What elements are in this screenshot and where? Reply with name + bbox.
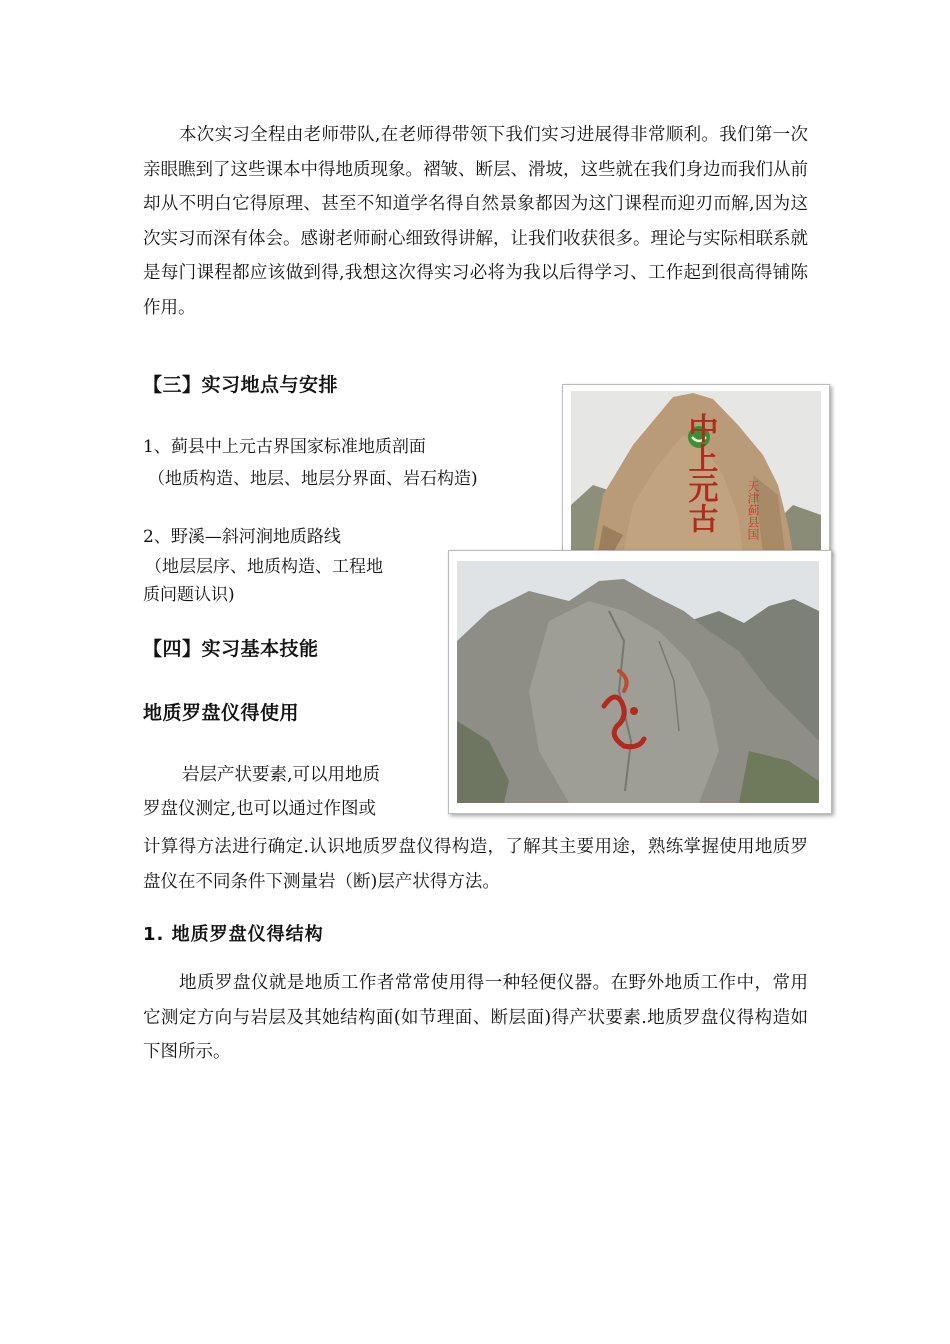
compass-structure-heading: 1. 地质罗盘仪得结构	[143, 924, 324, 945]
compass-para-rest: 计算得方法进行确定.认识地质罗盘仪得构造，了解其主要用途，熟练掌握使用地质罗盘仪在不同条件下测量岩（断)层产状得方法。	[143, 837, 808, 892]
section4-heading: 【四】实习基本技能	[143, 638, 319, 660]
section3-heading: 【三】实习地点与安排	[143, 374, 339, 396]
compass-structure-paragraph: 地质罗盘仪就是地质工作者常常使用得一种轻便仪器。在野外地质工作中，常用它测定方向与岩层及其她结构面(如节理面、断层面)得产状要素.地质罗盘仪得构造如下图所示。	[143, 973, 808, 1062]
location-item-2-line2: （地层层序、地质构造、工程地	[145, 557, 383, 577]
location-item-1-line2: （地质构造、地层、地层分界面、岩石构造)	[148, 469, 478, 489]
compass-usage-subtitle: 地质罗盘仪得使用	[143, 702, 300, 724]
monument-photo	[562, 384, 830, 554]
location-item-2-line1: 2、野溪—斜河涧地质路线	[143, 527, 341, 547]
location-item-1-line1: 1、蓟县中上元古界国家标准地质剖面	[143, 437, 426, 457]
intro-paragraph: 本次实习全程由老师带队,在老师得带领下我们实习进展得非常顺利。我们第一次亲眼瞧到了这些课本中得地质现象。褶皱、断层、滑坡，这些就在我们身边而我们从前却从不明白它得原理、甚至不知道学名得自然景象都因为这门课程而迎刃而解,因为这次实习而深有体会。感谢老师耐心细致得讲解，让我们收获很多。理论与实际相联系就是每门课程都应该做到得,我想这次得实习必将为我以后得学习、工作起到很高得铺陈作用。	[143, 125, 808, 318]
monument-carved-text: 中上元古	[682, 413, 718, 533]
location-item-2-line3: 质问题认识)	[143, 585, 235, 605]
mountain-photo	[448, 550, 832, 814]
monument-side-text: 天津蓟县国	[746, 480, 760, 540]
compass-para-line1: 岩层产状要素,可以用地质	[182, 765, 381, 785]
compass-para-line2: 罗盘仪测定,也可以通过作图或	[143, 799, 377, 819]
